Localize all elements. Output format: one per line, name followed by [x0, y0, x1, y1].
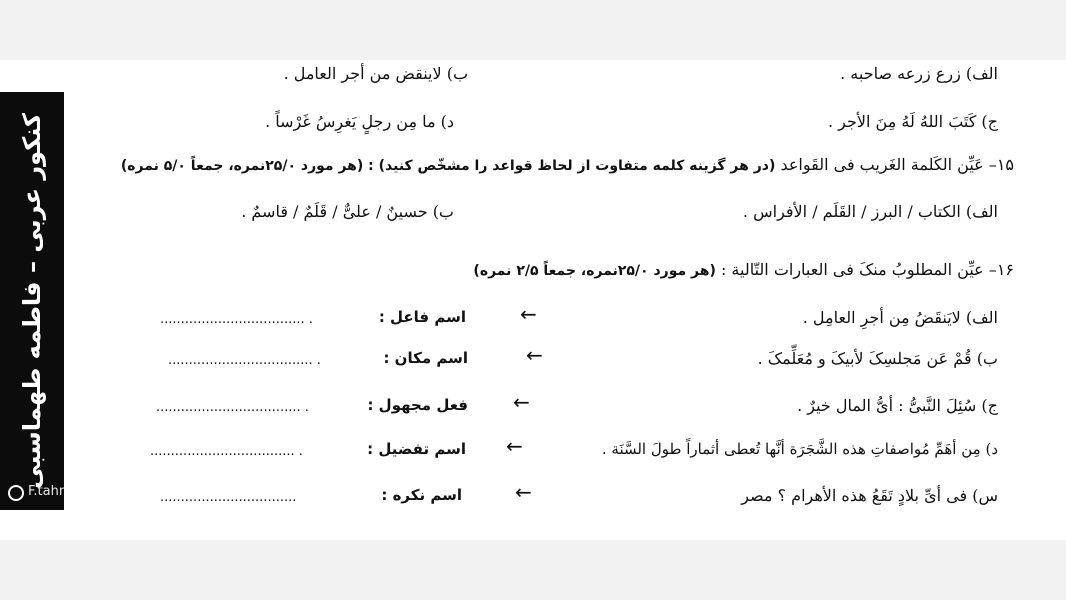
q14-option-b: ب) لاینقض من أجر العامل .: [283, 64, 468, 83]
q14-option-c: ج) کَتَبَ اللهُ لَهُ مِنَ الأجر .: [827, 112, 998, 131]
q14-option-d: د) ما مِن رجلٍ یَغرِسُ غَرْساً .: [265, 112, 454, 131]
q14-option-a: الف) زرع زرعه صاحبه .: [840, 64, 998, 83]
branding-title: کنکور عربی – فاطمه طهماسبی: [18, 113, 46, 489]
q15-option-a: الف) الکتاب / البرز / القَلَم / الأفراس .: [742, 202, 998, 221]
q16-row-answer-blank: ................................... .: [168, 353, 321, 368]
q15-title: ۱۵– عَیِّن الکَلمة الغَریب فی القَواعد: [780, 155, 1014, 174]
arrow-icon: ←: [520, 302, 537, 326]
q16-row-label: اسم نکره :: [381, 486, 462, 504]
arrow-icon: ←: [515, 480, 532, 504]
q15-option-b: ب) حسینٌ / علیٌّ / قَلَمٌ / قاسمٌ .: [241, 202, 454, 221]
q16-row-sentence: ج) سُئِلَ النَّبیُّ : أیُّ المال خیرٌ .: [797, 396, 998, 415]
q16-row-sentence: س) فی أیِّ بلادٍ تَقَعُ هذه الأهرام ؟ مصر: [741, 486, 998, 505]
q16-row-answer-blank: ................................... .: [160, 312, 313, 327]
watermark: F.tahmasebi: [28, 484, 107, 499]
q16-row-answer-blank: ................................... .: [156, 400, 309, 415]
q16-heading: [473, 260, 1014, 279]
q16-row-sentence: ب) قُمْ عَن مَجلسِکَ لأبیکَ و مُعَلِّمکَ .: [757, 349, 998, 368]
q16-score: (هر مورد ۲۵/۰نمره، جمعاً ۲/۵ نمره): [473, 263, 716, 279]
instagram-icon: [8, 485, 24, 501]
q16-row-sentence: د) مِن أهَمِّ مُواصفاتِ هذه الشَّجَرَة أنَّها تُعطی أثماراً طولَ السَّنَة .: [601, 440, 998, 458]
q15-heading: [121, 155, 1014, 174]
exam-page: [0, 60, 1066, 540]
q16-title: ۱۶– عیِّن المطلوبُ منکَ فی العبارات التّالیة :: [720, 260, 1014, 279]
arrow-icon: ←: [526, 343, 543, 367]
q16-row-answer-blank: .................................: [160, 490, 297, 505]
q16-row-label: اسم مکان :: [383, 349, 468, 367]
arrow-icon: ←: [506, 434, 523, 458]
q16-row-answer-blank: ................................... .: [150, 444, 303, 459]
q16-row-label: اسم فاعل :: [378, 308, 466, 326]
q15-instruction: (در هر گزینه کلمه متفاوت از لحاظ قواعد را مشخّص کنید) : (هر مورد ۲۵/۰نمره، جمعاً ۵/۰ نمره): [120, 158, 776, 174]
branding-strip: [0, 92, 64, 510]
arrow-icon: ←: [513, 390, 530, 414]
q16-row-label: فعل مجهول :: [367, 396, 468, 414]
q16-row-sentence: الف) لایَنقَضُ مِن أجرِ العامِل .: [802, 308, 998, 327]
q16-row-label: اسم تفضیل :: [367, 440, 466, 458]
